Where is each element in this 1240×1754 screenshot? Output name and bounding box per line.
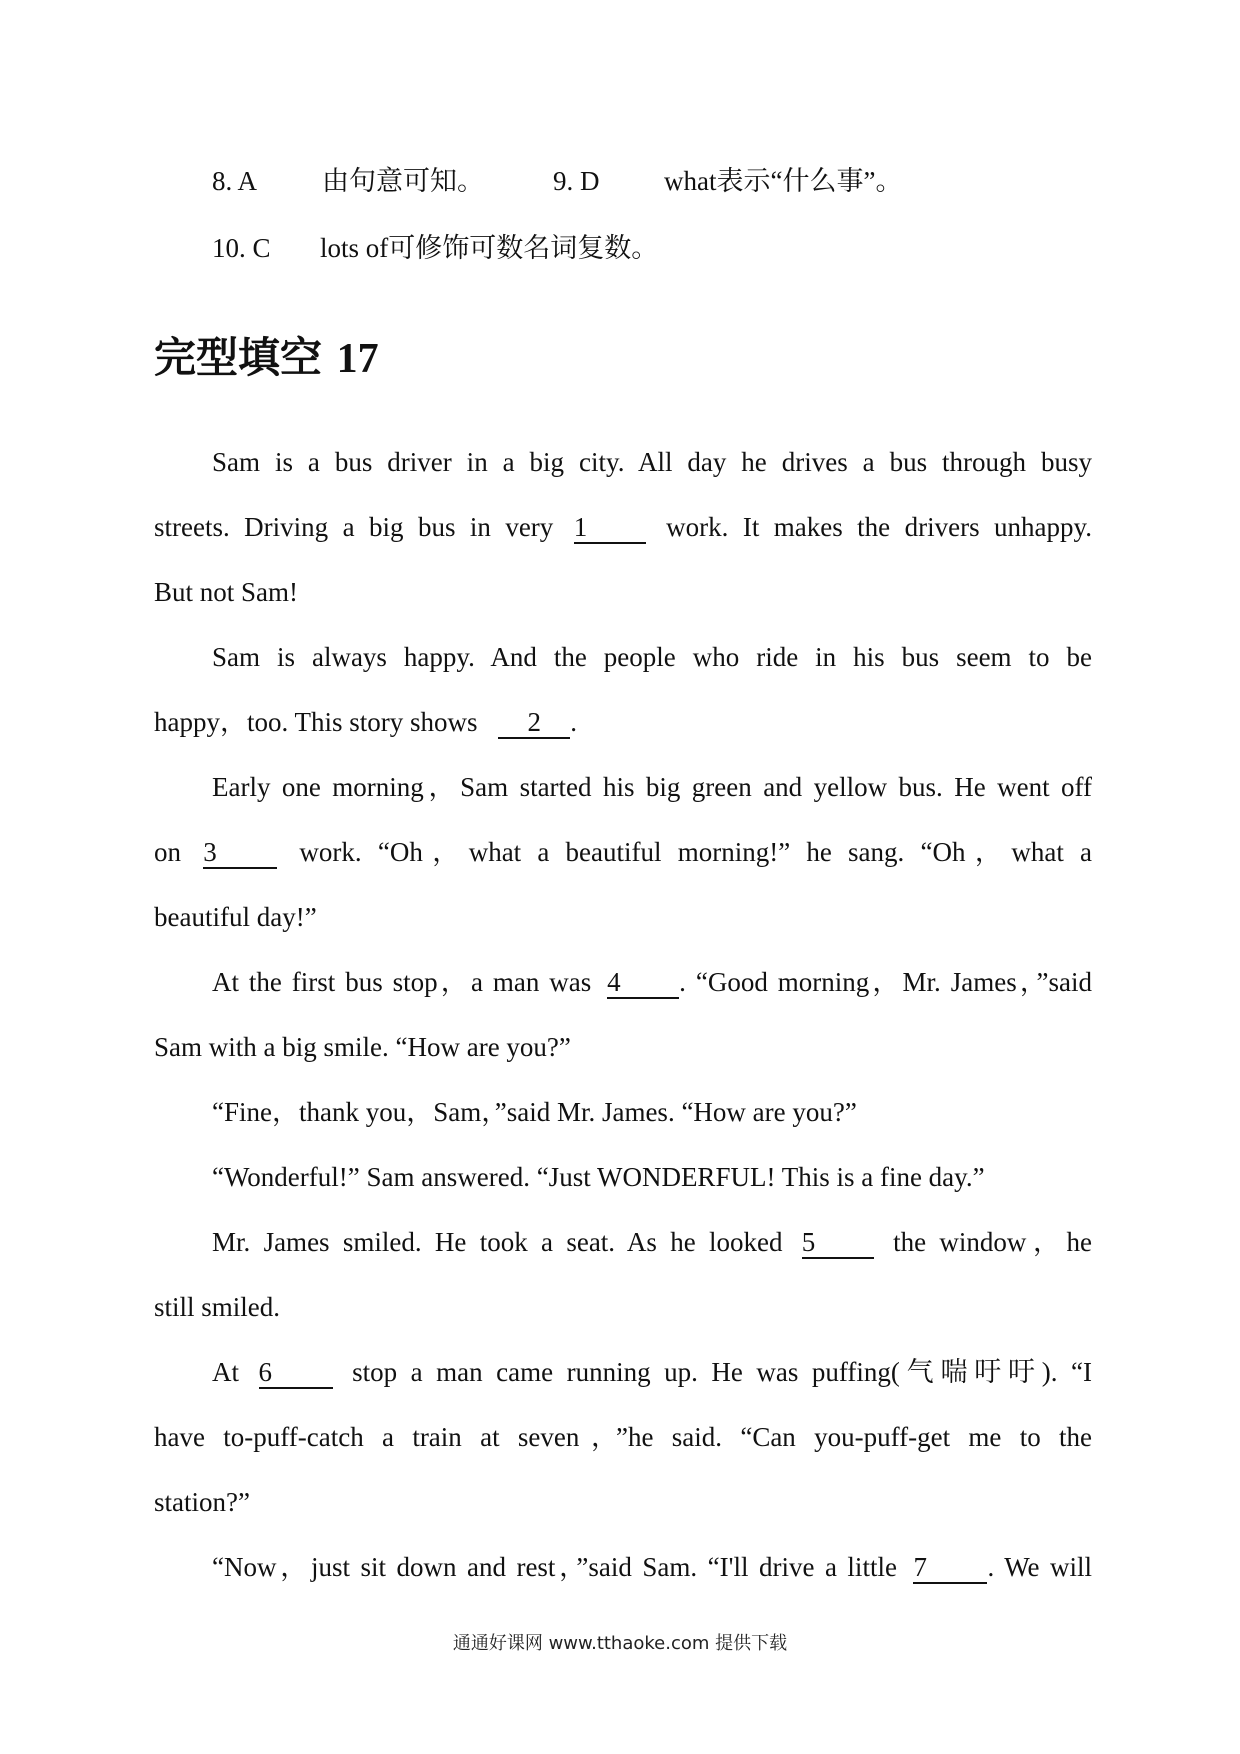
passage-line: But not Sam! bbox=[154, 577, 299, 607]
answer-8-number: 8. A bbox=[212, 166, 258, 196]
answer-9-number: 9. D bbox=[553, 166, 600, 196]
passage-line: happy，too. This story shows 2 . bbox=[154, 707, 578, 737]
passage-line: Early one morning，Sam started his big green and yellow bus. He went off bbox=[212, 772, 1092, 802]
passage-line: still smiled. bbox=[154, 1292, 281, 1322]
passage-line: Mr. James smiled. He took a seat. As he looked 5 the window，he bbox=[212, 1227, 1093, 1257]
answer-9-note: what表示“什么事”。 bbox=[664, 166, 903, 196]
section-title bbox=[154, 330, 379, 387]
passage-line: Sam is a bus driver in a big city. All day he drives a bus through busy bbox=[212, 447, 1092, 477]
passage-line: beautiful day!” bbox=[154, 902, 317, 932]
passage-line: on 3 work. “Oh，what a beautiful morning!” he sang. “Oh，what a bbox=[154, 837, 1093, 867]
blank-2: 2 bbox=[498, 707, 570, 739]
blank-3: 3 bbox=[203, 837, 277, 869]
answer-8-note: 由句意可知。 bbox=[322, 166, 484, 196]
passage-line: “Now，just sit down and rest，”said Sam. “I'll drive a little 7 . We will bbox=[212, 1552, 1092, 1582]
passage-line: At the first bus stop，a man was 4 . “Good morning，Mr. James，”said bbox=[212, 967, 1093, 997]
passage-line: have to-puff-catch a train at seven，”he said. “Can you-puff-get me to the bbox=[154, 1422, 1092, 1452]
answer-10-note: lots of可修饰可数名词复数。 bbox=[320, 233, 659, 263]
passage-line: Sam with a big smile. “How are you?” bbox=[154, 1032, 571, 1062]
passage-line: Sam is always happy. And the people who ride in his bus seem to be bbox=[212, 642, 1092, 672]
passage-line: station?” bbox=[154, 1487, 250, 1517]
blank-7: 7 bbox=[913, 1552, 987, 1584]
section-title-cn: 完型填空 bbox=[154, 333, 323, 382]
answer-10-number: 10. C bbox=[212, 233, 271, 263]
passage-line: streets. Driving a big bus in very 1 work. It makes the drivers unhappy. bbox=[154, 512, 1092, 542]
blank-1: 1 bbox=[574, 512, 646, 544]
section-title-number: 17 bbox=[336, 336, 379, 382]
blank-4: 4 bbox=[607, 967, 679, 999]
blank-5: 5 bbox=[802, 1227, 874, 1259]
blank-6: 6 bbox=[259, 1357, 333, 1389]
passage-line: “Wonderful!” Sam answered. “Just WONDERFUL! This is a fine day.” bbox=[212, 1162, 985, 1192]
passage-line: At 6 stop a man came running up. He was puffing(气喘吁吁). “I bbox=[212, 1357, 1093, 1387]
page-footer: 通通好课网 www.tthaoke.com 提供下载 bbox=[452, 1633, 788, 1654]
passage-line: “Fine，thank you，Sam，”said Mr. James. “How are you?” bbox=[212, 1097, 857, 1127]
